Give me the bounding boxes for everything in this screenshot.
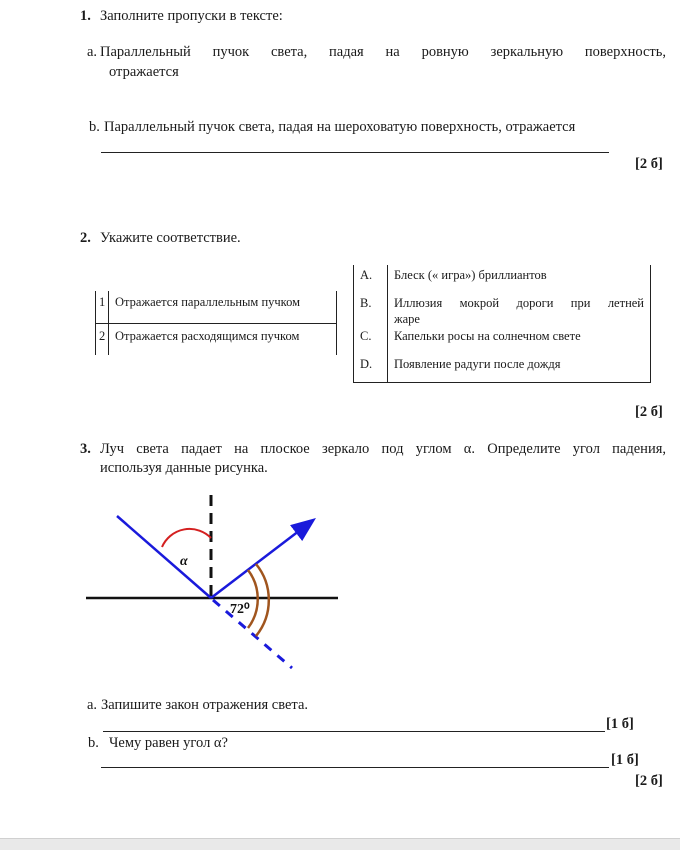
q3-number: 3. bbox=[80, 441, 91, 457]
incident-extension bbox=[213, 600, 292, 668]
q1-a-text-cont: отражается bbox=[109, 64, 179, 80]
q3-text: Луч света падает на плоское зеркало под углом α. Определите угол падения, bbox=[100, 441, 666, 457]
right-row-text[interactable]: Капельки росы на солнечном свете bbox=[394, 329, 581, 343]
reflected-ray bbox=[211, 521, 312, 598]
q3-a-text: Запишите закон отражения света. bbox=[101, 697, 309, 713]
right-row-text-cont: жаре bbox=[394, 312, 420, 326]
q3-b-answer-line[interactable] bbox=[101, 767, 609, 768]
q3-a-points: [1 б] bbox=[606, 716, 634, 732]
q1-a-text: Параллельный пучок света, падая на ровную зеркальную поверхность, bbox=[100, 44, 666, 60]
right-row-letter: D. bbox=[360, 357, 373, 371]
q3-text-cont: используя данные рисунка. bbox=[100, 460, 268, 476]
q1-a-label: a. bbox=[87, 44, 98, 60]
right-row-text[interactable]: Блеск (« игра») бриллиантов bbox=[394, 268, 547, 282]
q1-b-text: Параллельный пучок света, падая на шероховатую поверхность, отражается bbox=[104, 119, 576, 135]
incident-ray bbox=[117, 516, 211, 598]
q3-a-answer-line[interactable] bbox=[103, 731, 605, 732]
q3-total-points: [2 б] bbox=[635, 773, 663, 789]
q2-number: 2. bbox=[80, 230, 91, 246]
right-row-letter: C. bbox=[360, 329, 372, 343]
q3-b-points: [1 б] bbox=[611, 752, 639, 768]
angle-label: 72⁰ bbox=[230, 602, 250, 617]
q1-number: 1. bbox=[80, 8, 91, 24]
right-row-letter: A. bbox=[360, 268, 373, 282]
q3-b-text: Чему равен угол α? bbox=[109, 735, 228, 751]
right-row-letter: B. bbox=[360, 296, 372, 310]
q3-a-label: a. bbox=[87, 697, 98, 713]
q3-b-label: b. bbox=[88, 735, 99, 751]
alpha-arc bbox=[162, 529, 211, 547]
alpha-label: α bbox=[180, 554, 188, 569]
q2-points: [2 б] bbox=[635, 404, 663, 420]
left-row-num: 2 bbox=[99, 329, 106, 343]
left-row-num: 1 bbox=[99, 295, 106, 309]
q2-title: Укажите соответствие. bbox=[100, 230, 241, 246]
page-bottom-edge bbox=[0, 838, 680, 850]
right-row-text[interactable]: Появление радуги после дождя bbox=[394, 357, 561, 371]
q1-points: [2 б] bbox=[635, 156, 663, 172]
q1-b-label: b. bbox=[89, 119, 100, 135]
left-row-text[interactable]: Отражается расходящимся пучком bbox=[115, 329, 300, 343]
q1-title: Заполните пропуски в тексте: bbox=[100, 8, 283, 24]
right-row-text[interactable]: Иллюзия мокрой дороги при летней bbox=[394, 296, 644, 310]
left-row-text[interactable]: Отражается параллельным пучком bbox=[115, 295, 301, 309]
